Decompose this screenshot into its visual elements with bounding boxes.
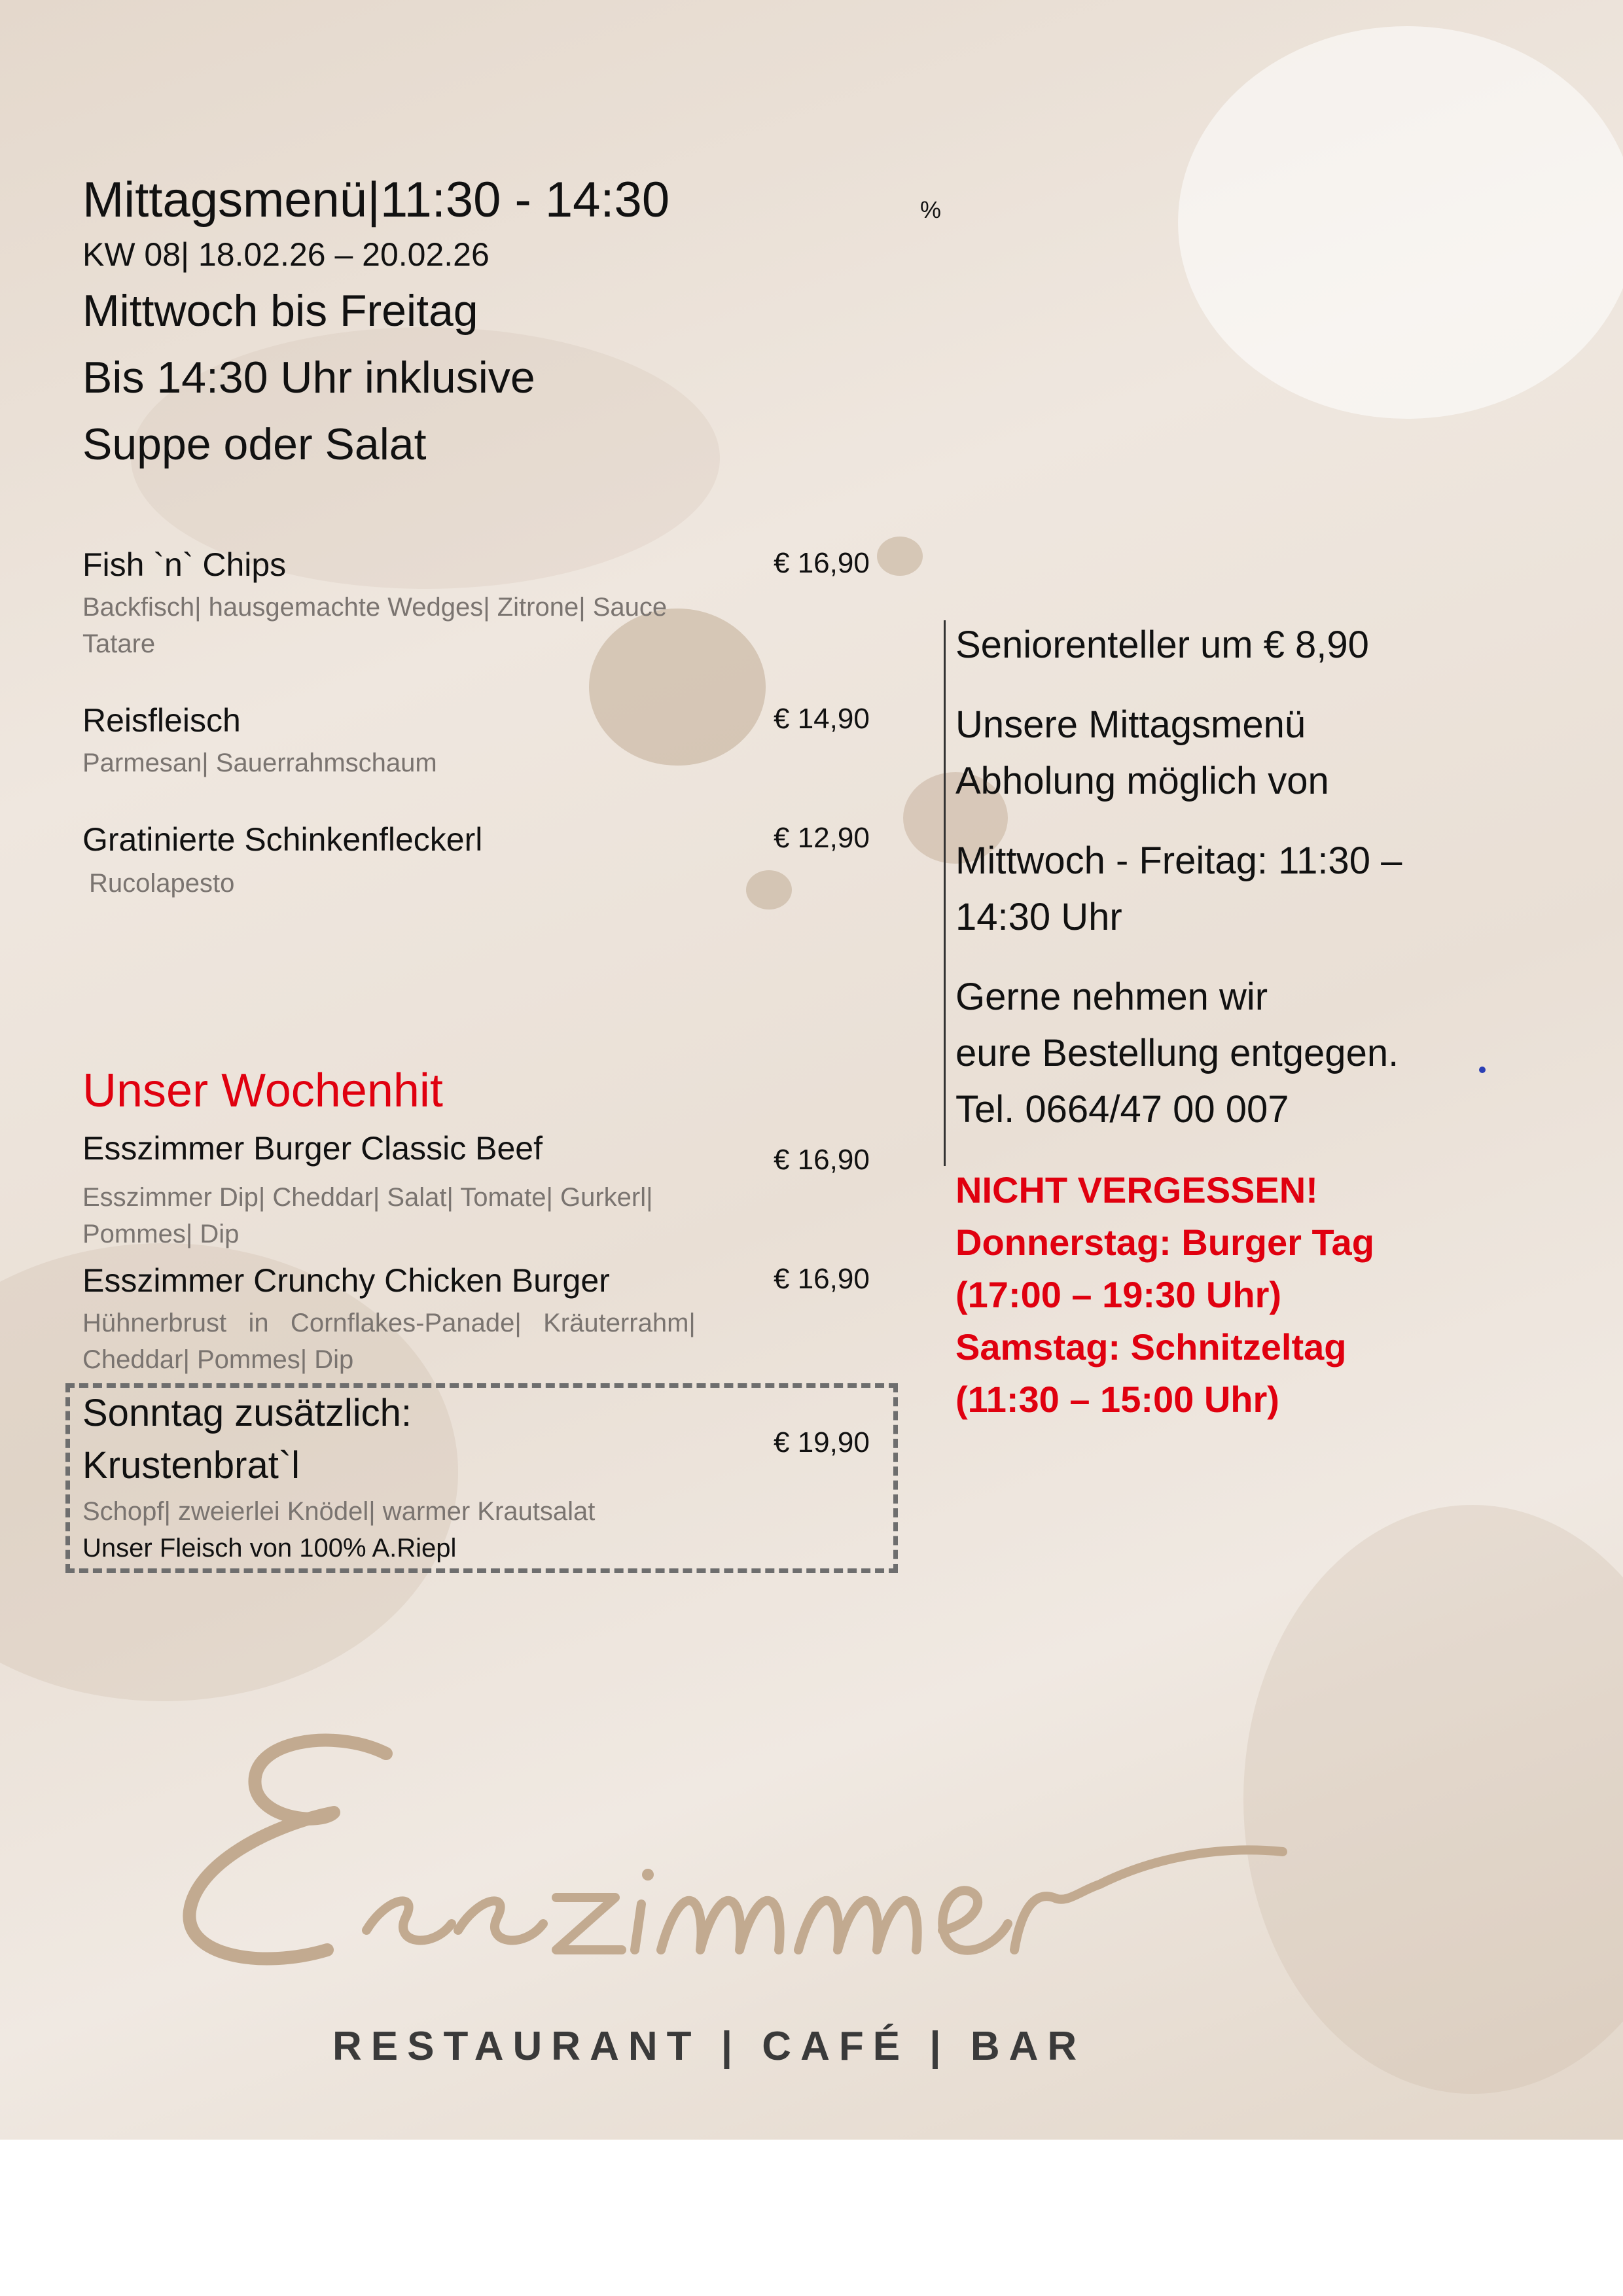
menu-title: Mittagsmenü|11:30 - 14:30 bbox=[82, 172, 670, 228]
percent-mark: % bbox=[920, 196, 942, 223]
notice-heading: NICHT VERGESSEN! bbox=[955, 1169, 1318, 1210]
menu-item-name: Fish `n` Chips bbox=[82, 546, 287, 583]
notice-line: (17:00 – 19:30 Uhr) bbox=[955, 1274, 1282, 1315]
menu-item-description: Rucolapesto bbox=[89, 869, 235, 898]
menu-item-price: € 14,90 bbox=[774, 703, 870, 735]
notice-line: Samstag: Schnitzeltag bbox=[955, 1326, 1347, 1368]
menu-item-price: € 16,90 bbox=[774, 1144, 870, 1176]
days-line: Mittwoch bis Freitag bbox=[82, 286, 478, 336]
menu-item-description: Pommes| Dip bbox=[82, 1220, 240, 1248]
phone-number: Tel. 0664/47 00 007 bbox=[955, 1088, 1289, 1131]
pickup-text: Unsere Mittagsmenü bbox=[955, 703, 1306, 746]
notice-line: Donnerstag: Burger Tag bbox=[955, 1222, 1374, 1263]
wochenhit-heading: Unser Wochenhit bbox=[82, 1065, 443, 1117]
pickup-text: Abholung möglich von bbox=[955, 760, 1329, 802]
sunday-dish: Krustenbrat`l bbox=[82, 1444, 300, 1487]
menu-item-description: Hühnerbrust in Cornflakes-Panade| Kräuterrahm| bbox=[82, 1309, 696, 1337]
meat-origin-note: Unser Fleisch von 100% A.Riepl bbox=[82, 1534, 457, 1563]
pickup-hours: 14:30 Uhr bbox=[955, 896, 1122, 938]
menu-item-name: Esszimmer Crunchy Chicken Burger bbox=[82, 1262, 610, 1299]
sunday-heading: Sonntag zusätzlich: bbox=[82, 1392, 412, 1434]
inclusive-line: Bis 14:30 Uhr inklusive bbox=[82, 353, 535, 402]
menu-item-description: Parmesan| Sauerrahmschaum bbox=[82, 749, 437, 777]
menu-item-price: € 12,90 bbox=[774, 822, 870, 854]
restaurant-tagline: RESTAURANT | CAFÉ | BAR bbox=[332, 2024, 1086, 2069]
menu-item-description: Tatare bbox=[82, 629, 156, 658]
senior-plate: Seniorenteller um € 8,90 bbox=[955, 624, 1369, 666]
menu-item-description: Schopf| zweierlei Knödel| warmer Krautsalat bbox=[82, 1497, 596, 1526]
notice-line: (11:30 – 15:00 Uhr) bbox=[955, 1379, 1279, 1420]
menu-item-price: € 16,90 bbox=[774, 547, 870, 579]
menu-item-name: Esszimmer Burger Classic Beef bbox=[82, 1130, 543, 1167]
soup-salad-line: Suppe oder Salat bbox=[82, 419, 427, 469]
esszimmer-logo bbox=[170, 1714, 1309, 1989]
menu-item-price: € 16,90 bbox=[774, 1263, 870, 1295]
sidebar-divider bbox=[944, 620, 946, 1166]
menu-item-name: Reisfleisch bbox=[82, 702, 241, 739]
order-text: eure Bestellung entgegen. bbox=[955, 1032, 1399, 1074]
pickup-hours: Mittwoch - Freitag: 11:30 – bbox=[955, 839, 1402, 882]
week-range: KW 08| 18.02.26 – 20.02.26 bbox=[82, 236, 490, 273]
menu-item-description: Cheddar| Pommes| Dip bbox=[82, 1345, 354, 1374]
menu-item-price: € 19,90 bbox=[774, 1426, 870, 1458]
order-text: Gerne nehmen wir bbox=[955, 976, 1268, 1018]
menu-item-description: Backfisch| hausgemachte Wedges| Zitrone| Sauce bbox=[82, 593, 668, 622]
menu-item-name: Gratinierte Schinkenfleckerl bbox=[82, 821, 483, 858]
menu-item-description: Esszimmer Dip| Cheddar| Salat| Tomate| Gurkerl| bbox=[82, 1183, 653, 1212]
